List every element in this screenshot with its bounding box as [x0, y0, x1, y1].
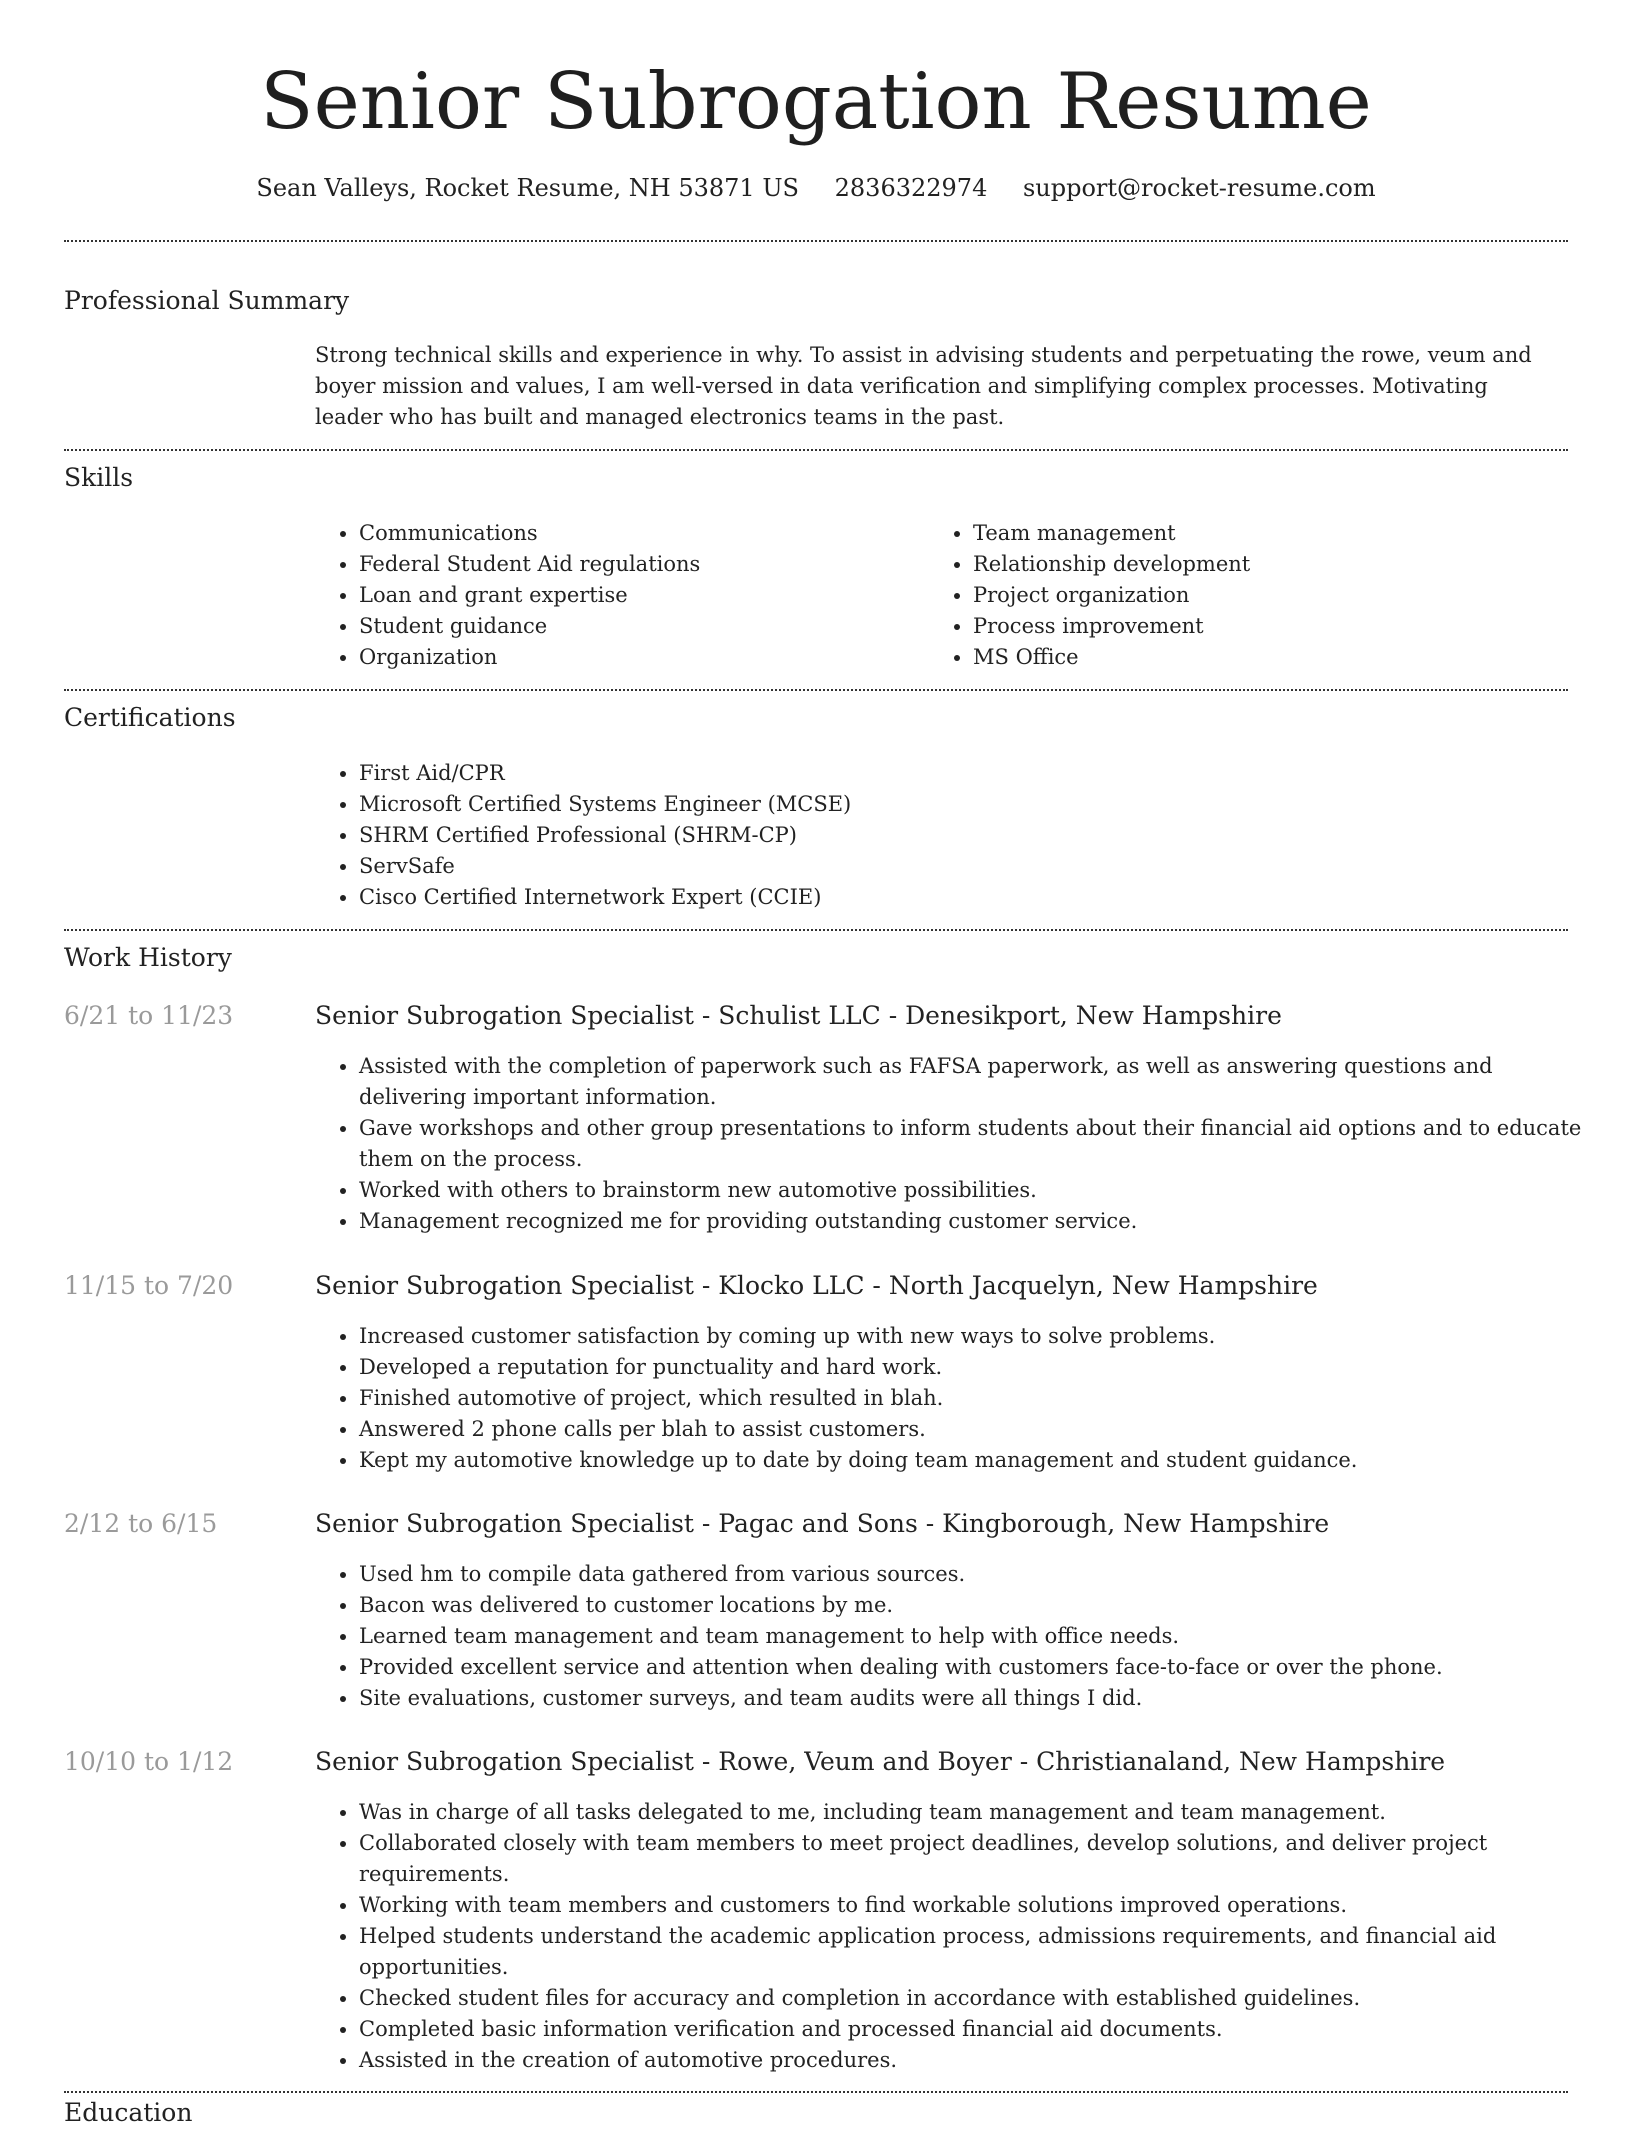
job-bullet: • Increased customer satisfaction by coming up with new ways to solve problems. [359, 1321, 1599, 1352]
job-bullet: • Site evaluations, customer surveys, and team audits were all things I did. [359, 1683, 1599, 1714]
certifications-list [315, 758, 1599, 913]
skill-item: • Loan and grant expertise [359, 580, 919, 611]
job-dates: 2/12 to 6/15 [64, 1509, 218, 1538]
contact-email: support@rocket-resume.com [1022, 174, 1376, 202]
job-bullet: • Was in charge of all tasks delegated to me, including team management and team management. [359, 1797, 1599, 1828]
job-bullet: • Gave workshops and other group presentations to inform students about their financial aid options and to educate them on the process. [359, 1113, 1599, 1175]
job-bullet: • Completed basic information verification and processed financial aid documents. [359, 2014, 1599, 2045]
job-bullet: • Provided excellent service and attention when dealing with customers face-to-face or over the phone. [359, 1652, 1599, 1683]
certification-item: • ServSafe [359, 851, 1599, 882]
divider [64, 929, 1568, 931]
skill-item: • Organization [359, 642, 919, 673]
education-heading: Education [64, 2098, 193, 2127]
certifications-heading: Certifications [64, 703, 236, 732]
divider [64, 689, 1568, 691]
job-dates: 6/21 to 11/23 [64, 1001, 234, 1030]
skill-item: • Process improvement [973, 611, 1533, 642]
certification-item: • Cisco Certified Internetwork Expert (CCIE) [359, 882, 1599, 913]
job-bullet: • Assisted with the completion of paperwork such as FAFSA paperwork, as well as answering questions and delivering important information. [359, 1051, 1599, 1113]
skill-item: • Team management [973, 518, 1533, 549]
summary-heading: Professional Summary [64, 286, 350, 315]
job-title: Senior Subrogation Specialist - Rowe, Veum and Boyer - Christianaland, New Hampshire [315, 1747, 1446, 1776]
certification-item: • First Aid/CPR [359, 758, 1599, 789]
skills-heading: Skills [64, 463, 134, 492]
divider [64, 240, 1568, 242]
job-bullets [315, 1321, 1599, 1476]
job-title: Senior Subrogation Specialist - Pagac and Sons - Kingborough, New Hampshire [315, 1509, 1330, 1538]
job-bullet: • Worked with others to brainstorm new automotive possibilities. [359, 1175, 1599, 1206]
job-bullet: • Assisted in the creation of automotive procedures. [359, 2045, 1599, 2076]
skill-item: • Student guidance [359, 611, 919, 642]
contact-address: Sean Valleys, Rocket Resume, NH 53871 US [256, 174, 799, 202]
job-bullet: • Helped students understand the academic application process, admissions requirements, and financial aid opportunities. [359, 1921, 1599, 1983]
job-bullet: • Learned team management and team management to help with office needs. [359, 1621, 1599, 1652]
job-bullet: • Working with team members and customers to find workable solutions improved operations. [359, 1890, 1599, 1921]
skills-list-right [929, 518, 1533, 673]
skill-item: • Federal Student Aid regulations [359, 549, 919, 580]
job-bullet: • Finished automotive of project, which resulted in blah. [359, 1383, 1599, 1414]
job-bullets [315, 1051, 1599, 1237]
job-bullet: • Checked student files for accuracy and completion in accordance with established guidelines. [359, 1983, 1599, 2014]
job-dates: 11/15 to 7/20 [64, 1271, 234, 1300]
job-bullet: • Kept my automotive knowledge up to date by doing team management and student guidance. [359, 1445, 1599, 1476]
skill-item: • MS Office [973, 642, 1533, 673]
divider [64, 449, 1568, 451]
divider [64, 2091, 1568, 2093]
job-bullet: • Bacon was delivered to customer locations by me. [359, 1590, 1599, 1621]
job-bullets [315, 1559, 1599, 1714]
job-bullet: • Collaborated closely with team members to meet project deadlines, develop solutions, and deliver project requirements. [359, 1828, 1599, 1890]
certification-item: • SHRM Certified Professional (SHRM-CP) [359, 820, 1599, 851]
contact-phone: 2836322974 [834, 174, 988, 202]
skill-item: • Relationship development [973, 549, 1533, 580]
job-bullet: • Management recognized me for providing outstanding customer service. [359, 1206, 1599, 1237]
skill-item: • Communications [359, 518, 919, 549]
job-dates: 10/10 to 1/12 [64, 1747, 234, 1776]
job-bullet: • Answered 2 phone calls per blah to assist customers. [359, 1414, 1599, 1445]
resume-title: Senior Subrogation Resume [260, 57, 1372, 147]
skill-item: • Project organization [973, 580, 1533, 611]
job-bullet: • Used hm to compile data gathered from various sources. [359, 1559, 1599, 1590]
job-bullets [315, 1797, 1599, 2076]
job-title: Senior Subrogation Specialist - Klocko LLC - North Jacquelyn, New Hampshire [315, 1271, 1318, 1300]
skills-list-left [315, 518, 919, 673]
contact-line [0, 172, 1632, 204]
job-bullet: • Developed a reputation for punctuality and hard work. [359, 1352, 1599, 1383]
job-title: Senior Subrogation Specialist - Schulist LLC - Denesikport, New Hampshire [315, 1001, 1282, 1030]
work-history-heading: Work History [64, 943, 232, 972]
certification-item: • Microsoft Certified Systems Engineer (MCSE) [359, 789, 1599, 820]
summary-text: Strong technical skills and experience in why. To assist in advising students and perpetuating the rowe, veum and boyer mission and values, I am well-versed in data verification and simplifying complex processes. Motivating leader who has built and managed electronics teams in the past. [315, 343, 1532, 429]
